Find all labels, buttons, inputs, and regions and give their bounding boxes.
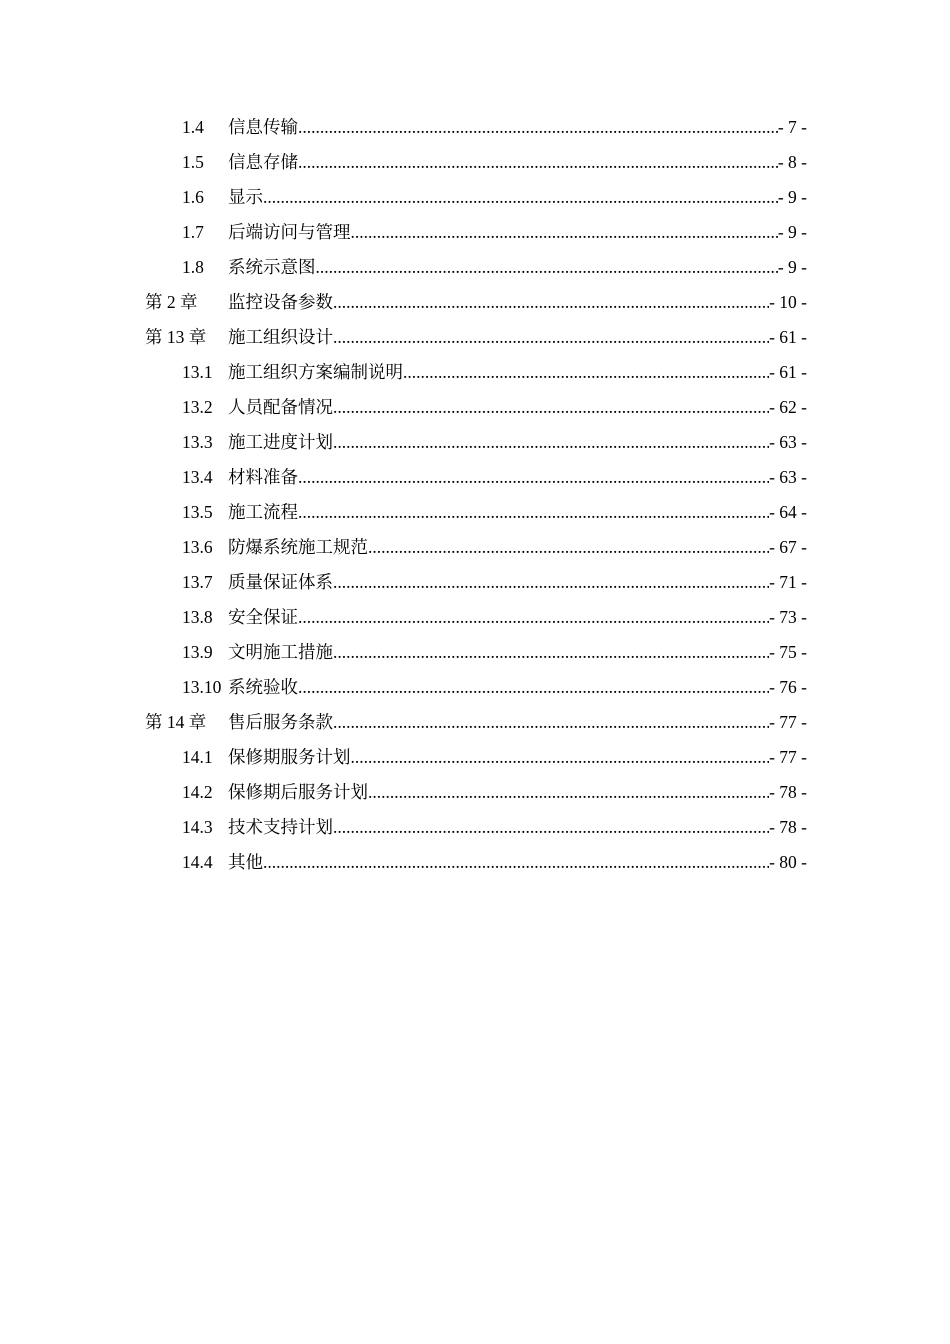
toc-entry-page-number: - 64 - bbox=[769, 502, 807, 522]
toc-dot-leader bbox=[368, 530, 769, 565]
toc-entry-title: 信息存储 bbox=[228, 152, 298, 172]
toc-entry-title: 防爆系统施工规范 bbox=[228, 537, 368, 557]
toc-entry-title: 施工组织设计 bbox=[228, 327, 333, 347]
toc-entry-number: 13.6 bbox=[182, 537, 213, 557]
toc-entry-number: 13.7 bbox=[182, 572, 213, 592]
toc-entry-title: 保修期服务计划 bbox=[228, 747, 351, 767]
toc-entry[interactable] bbox=[145, 320, 807, 355]
toc-entry-title: 施工进度计划 bbox=[228, 432, 333, 452]
toc-dot-leader bbox=[368, 775, 769, 810]
toc-entry[interactable] bbox=[145, 355, 807, 390]
toc-entry-title: 施工组织方案编制说明 bbox=[228, 362, 403, 382]
toc-entry-title: 安全保证 bbox=[228, 607, 298, 627]
toc-dot-leader bbox=[333, 320, 769, 355]
toc-entry-page-number: - 10 - bbox=[769, 292, 807, 312]
toc-entry-number: 14.3 bbox=[182, 817, 213, 837]
toc-dot-leader bbox=[298, 145, 778, 180]
toc-dot-leader bbox=[333, 565, 769, 600]
toc-dot-leader bbox=[298, 600, 769, 635]
toc-entry-page-number: - 9 - bbox=[777, 187, 807, 207]
toc-dot-leader bbox=[333, 390, 769, 425]
toc-entry-title: 售后服务条款 bbox=[228, 712, 333, 732]
toc-entry-number: 13.4 bbox=[182, 467, 213, 487]
toc-entry-number: 1.4 bbox=[182, 117, 204, 137]
toc-entry-page-number: - 80 - bbox=[769, 852, 807, 872]
toc-dot-leader bbox=[298, 495, 769, 530]
toc-entry-title: 施工流程 bbox=[228, 502, 298, 522]
toc-entry-page-number: - 7 - bbox=[777, 117, 807, 137]
toc-entry-page-number: - 9 - bbox=[777, 222, 807, 242]
toc-entry-number: 13.8 bbox=[182, 607, 213, 627]
toc-entry[interactable] bbox=[145, 425, 807, 460]
toc-entry-title: 质量保证体系 bbox=[228, 572, 333, 592]
toc-entry-number: 第 14 章 bbox=[145, 712, 207, 732]
toc-dot-leader bbox=[351, 740, 770, 775]
toc-dot-leader bbox=[298, 460, 769, 495]
toc-entry[interactable] bbox=[145, 810, 807, 845]
toc-entry[interactable] bbox=[145, 845, 807, 880]
toc-entry-number: 第 13 章 bbox=[145, 327, 207, 347]
toc-entry-page-number: - 62 - bbox=[769, 397, 807, 417]
toc-entry-page-number: - 77 - bbox=[769, 747, 807, 767]
toc-entry-page-number: - 78 - bbox=[769, 782, 807, 802]
toc-entry-number: 14.4 bbox=[182, 852, 213, 872]
toc-entry-number: 13.5 bbox=[182, 502, 213, 522]
toc-entry-page-number: - 8 - bbox=[777, 152, 807, 172]
toc-entry-title: 技术支持计划 bbox=[228, 817, 333, 837]
toc-dot-leader bbox=[403, 355, 769, 390]
toc-entry-number: 1.6 bbox=[182, 187, 204, 207]
toc-entry[interactable] bbox=[145, 460, 807, 495]
toc-dot-leader bbox=[333, 285, 769, 320]
toc-dot-leader bbox=[333, 705, 769, 740]
toc-entry-page-number: - 61 - bbox=[769, 362, 807, 382]
toc-dot-leader bbox=[333, 635, 769, 670]
toc-entry-title: 信息传输 bbox=[228, 117, 298, 137]
toc-entry-title: 显示 bbox=[228, 187, 263, 207]
toc-dot-leader bbox=[351, 215, 778, 250]
toc-entry-number: 13.10 bbox=[182, 677, 222, 697]
toc-entry-title: 监控设备参数 bbox=[228, 292, 333, 312]
toc-dot-leader bbox=[298, 110, 778, 145]
toc-entry-number: 第 2 章 bbox=[145, 292, 198, 312]
toc-entry[interactable] bbox=[145, 110, 807, 145]
toc-entry-title: 保修期后服务计划 bbox=[228, 782, 368, 802]
toc-entry[interactable] bbox=[145, 705, 807, 740]
toc-entry-page-number: - 67 - bbox=[769, 537, 807, 557]
toc-entry-title: 其他 bbox=[228, 852, 263, 872]
toc-entry-page-number: - 71 - bbox=[769, 572, 807, 592]
toc-entry[interactable] bbox=[145, 215, 807, 250]
toc-entry-number: 14.1 bbox=[182, 747, 213, 767]
toc-dot-leader bbox=[298, 670, 769, 705]
toc-dot-leader bbox=[263, 845, 769, 880]
toc-entry[interactable] bbox=[145, 600, 807, 635]
toc-dot-leader bbox=[333, 425, 769, 460]
toc-entry[interactable] bbox=[145, 775, 807, 810]
toc-entry[interactable] bbox=[145, 285, 807, 320]
toc-entry-title: 后端访问与管理 bbox=[228, 222, 351, 242]
toc-entry-page-number: - 63 - bbox=[769, 467, 807, 487]
toc-entry-page-number: - 75 - bbox=[769, 642, 807, 662]
toc-entry-number: 1.7 bbox=[182, 222, 204, 242]
toc-dot-leader bbox=[333, 810, 769, 845]
toc-entry[interactable] bbox=[145, 145, 807, 180]
toc-entry[interactable] bbox=[145, 180, 807, 215]
toc-entry[interactable] bbox=[145, 530, 807, 565]
toc-entry-page-number: - 73 - bbox=[769, 607, 807, 627]
toc-entry-number: 13.9 bbox=[182, 642, 213, 662]
toc-entry-number: 13.2 bbox=[182, 397, 213, 417]
toc-entry-page-number: - 61 - bbox=[769, 327, 807, 347]
toc-entry-number: 13.3 bbox=[182, 432, 213, 452]
toc-dot-leader bbox=[316, 250, 778, 285]
toc-entry-page-number: - 78 - bbox=[769, 817, 807, 837]
toc-entry-number: 1.8 bbox=[182, 257, 204, 277]
toc-entry[interactable] bbox=[145, 635, 807, 670]
toc-entry[interactable] bbox=[145, 565, 807, 600]
toc-entry-page-number: - 76 - bbox=[769, 677, 807, 697]
toc-entry-number: 14.2 bbox=[182, 782, 213, 802]
toc-entry[interactable] bbox=[145, 250, 807, 285]
toc-entry[interactable] bbox=[145, 740, 807, 775]
toc-entry-title: 人员配备情况 bbox=[228, 397, 333, 417]
toc-entry-title: 系统示意图 bbox=[228, 257, 316, 277]
toc-dot-leader bbox=[263, 180, 778, 215]
toc-entry[interactable] bbox=[145, 390, 807, 425]
toc-entry-title: 材料准备 bbox=[228, 467, 298, 487]
toc-entry-page-number: - 77 - bbox=[769, 712, 807, 732]
toc-entry[interactable] bbox=[145, 670, 807, 705]
toc-entry-page-number: - 9 - bbox=[777, 257, 807, 277]
toc-entry-number: 13.1 bbox=[182, 362, 213, 382]
toc-entry-title: 文明施工措施 bbox=[228, 642, 333, 662]
toc-entry[interactable] bbox=[145, 495, 807, 530]
table-of-contents bbox=[145, 110, 807, 880]
toc-entry-title: 系统验收 bbox=[228, 677, 298, 697]
toc-entry-page-number: - 63 - bbox=[769, 432, 807, 452]
toc-entry-number: 1.5 bbox=[182, 152, 204, 172]
